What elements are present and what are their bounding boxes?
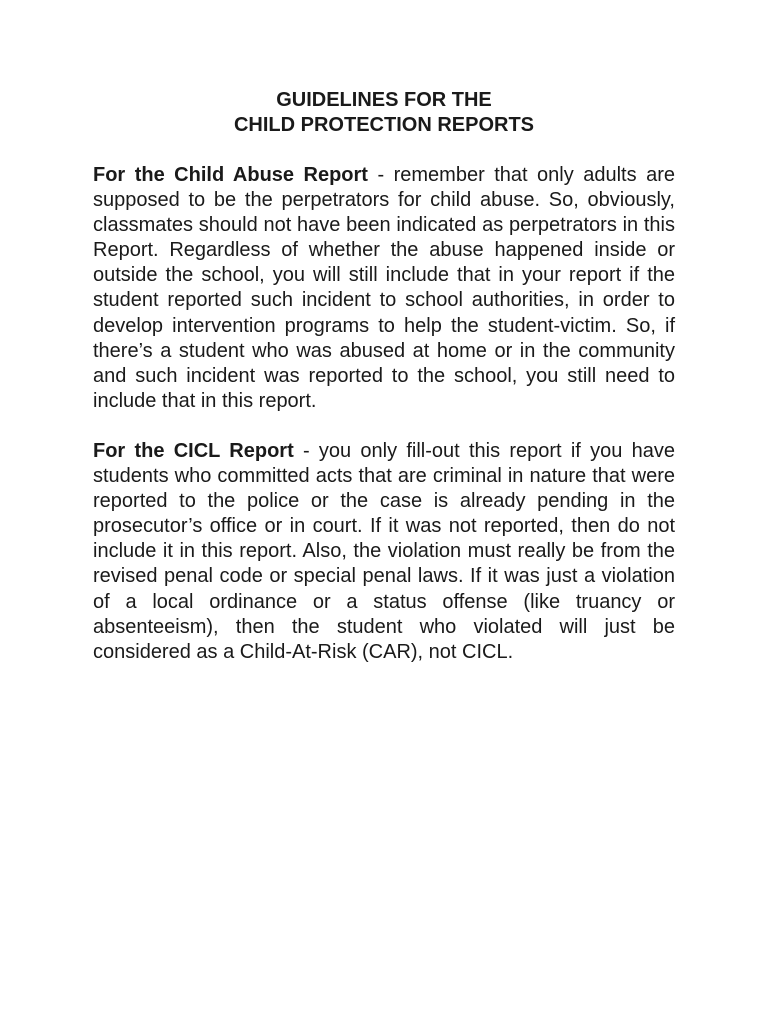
cicl-report-text: - you only fill-out this report if you have students who committed acts that are criminal in nature that were reported to the police or the case is already pending in the prosecutor’s office or in court. If it was not reported, then do not include it in this report. Also, the violation must really be from the revised penal code or special penal laws. If it was just a violation of a local ordinance or a status offense (like truancy or absenteeism), then the student who violated will just be considered as a Child-At-Risk (CAR), not CICL. <box>93 439 675 663</box>
document-title <box>93 88 675 138</box>
child-abuse-report-paragraph <box>93 163 675 414</box>
title-line-2: CHILD PROTECTION REPORTS <box>233 114 534 136</box>
cicl-report-paragraph <box>93 439 675 665</box>
child-abuse-report-heading: For the Child Abuse Report <box>93 164 368 186</box>
child-abuse-report-text: - remember that only adults are supposed to be the perpetrators for child abuse. So, obviously, classmates should not have been indicated as perpetrators in this Report. Regardless of whether the abuse happened inside or outside the school, you will still include that in your report if the student reported such incident to school authorities, in order to develop intervention programs to help the student-victim. So, if there’s a student who was abused at home or in the community and such incident was reported to the school, you still need to include that in this report. <box>93 164 675 412</box>
title-line-1: GUIDELINES FOR THE <box>276 89 492 111</box>
document-page <box>93 88 675 665</box>
cicl-report-heading: For the CICL Report <box>93 439 294 462</box>
